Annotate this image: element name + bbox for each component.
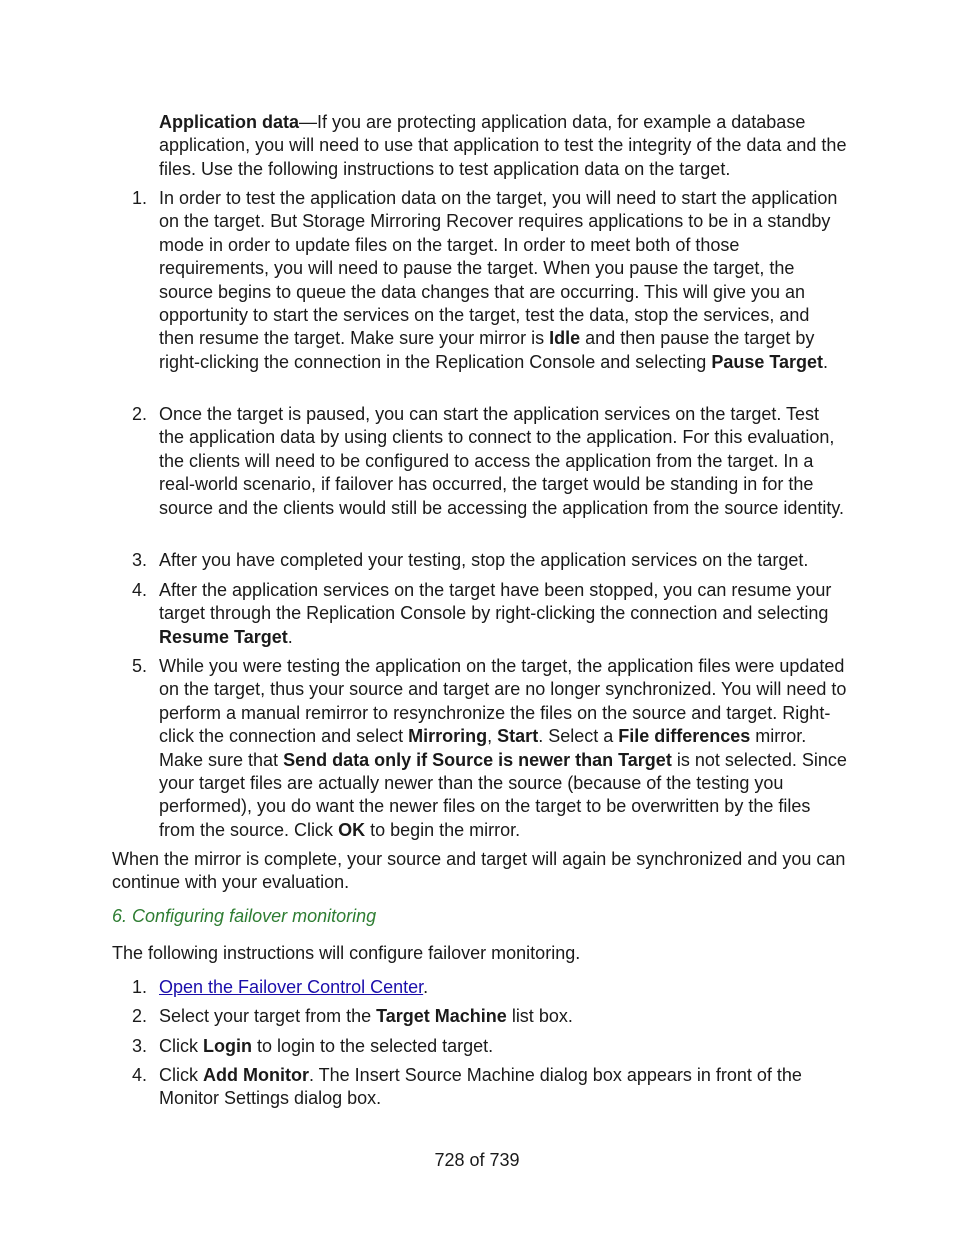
section-heading: 6. Configuring failover monitoring — [112, 906, 377, 926]
intro-text: —If you are protecting application data, for example a database application, you will need to use that application to test the integrity of the data and the files. Use the following instructions to test application data on the target. — [159, 112, 847, 179]
bold-term: Resume Target — [159, 626, 288, 647]
text-run: Click — [159, 1065, 203, 1085]
bold-term: Login — [203, 1036, 252, 1056]
list-number: 4. — [132, 1065, 148, 1085]
text-run: . Select a — [538, 726, 619, 747]
list-item-text — [159, 579, 849, 649]
bold-term: File differences — [618, 726, 751, 747]
list-number: 4. — [132, 580, 148, 600]
mirror-complete-paragraph: When the mirror is complete, your source and target will again be synchronized and you can continue with your evaluation. — [112, 849, 846, 893]
text-run: , — [487, 726, 498, 747]
bold-term: OK — [338, 819, 366, 840]
text-run: to login to the selected target. — [251, 1036, 494, 1056]
bold-term: Target Machine — [376, 1006, 507, 1026]
intro-lead: Application data — [159, 112, 300, 132]
list-number: 1. — [132, 188, 148, 208]
list-item-text — [159, 1005, 849, 1028]
bold-term: Start — [497, 726, 539, 747]
list-number: 5. — [132, 656, 148, 676]
text-run: Once the target is paused, you can start the application services on the target. Test the application data by using clients to connect to the application. For this evaluation, the clients will need to be configured to access the application from the target. In a real-world scenario, if failover has occurred, the target would be standing in for the source and the clients would still be accessing the application from the source identity. — [159, 404, 845, 518]
text-run: After you have completed your testing, stop the application services on the target. — [159, 550, 809, 570]
section-intro-paragraph: The following instructions will configure failover monitoring. — [112, 943, 581, 963]
text-run: and then pause the target by right-clicking the connection in the Replication Console and selecting — [159, 328, 815, 372]
text-run: is not selected. Since your target files are actually newer than the source (because of the testing you performed), you do want the newer files on the target to be overwritten by the files from the source. Click — [159, 749, 847, 840]
text-run: Select your target from the — [159, 1006, 377, 1026]
text-run: After the application services on the target have been stopped, you can resume your target through the Replication Console by right-clicking the connection and selecting — [159, 580, 832, 624]
list-item-text — [159, 1035, 849, 1058]
list-item-text — [159, 549, 849, 572]
bold-term: Send data only if Source is newer than Target — [283, 749, 672, 770]
list-number: 3. — [132, 550, 148, 570]
list-item-text — [159, 403, 849, 520]
text-run: mirror. Make sure that — [159, 726, 807, 770]
list-item-text — [159, 976, 849, 999]
list-number: 2. — [132, 1006, 148, 1026]
text-run: to begin the mirror. — [365, 819, 521, 840]
bold-term: Idle — [549, 328, 581, 349]
list-number: 1. — [132, 977, 148, 997]
text-run: list box. — [506, 1006, 573, 1026]
text-run: While you were testing the application on the target, the application files were updated on the target, thus your source and target are no longer synchronized. You will need to perform a manual remirror to resynchronize the files on the source and target. Right-click the connection and select — [159, 656, 847, 747]
list-item-text — [159, 1064, 849, 1111]
list-item-text — [159, 187, 849, 374]
list-number: 3. — [132, 1036, 148, 1056]
text-run: . — [823, 351, 829, 372]
bold-term: Mirroring — [408, 726, 488, 747]
application-data-intro — [159, 111, 849, 181]
list-item-text — [159, 655, 849, 842]
text-run: In order to test the application data on the target, you will need to start the application on the target. But Storage Mirroring Recover requires applications to be in a standby mode in order to update files on the target. In order to meet both of those requirements, you will need to pause the target. When you pause the target, the source begins to queue the data changes that are occurring. This will give you an opportunity to start the services on the target, test the data, stop the services, and then resume the target. Make sure your mirror is — [159, 188, 838, 349]
text-run: . — [287, 626, 293, 647]
text-run: . — [423, 977, 429, 997]
bold-term: Pause Target — [711, 351, 824, 372]
bold-term: Add Monitor — [203, 1065, 309, 1085]
text-run: Click — [159, 1036, 203, 1056]
failover-control-center-link[interactable]: Open the Failover Control Center — [159, 977, 424, 997]
list-number: 2. — [132, 404, 148, 424]
text-run: . The Insert Source Machine dialog box appears in front of the Monitor Settings dialog box. — [159, 1065, 802, 1109]
page-number: 728 of 739 — [434, 1150, 520, 1170]
